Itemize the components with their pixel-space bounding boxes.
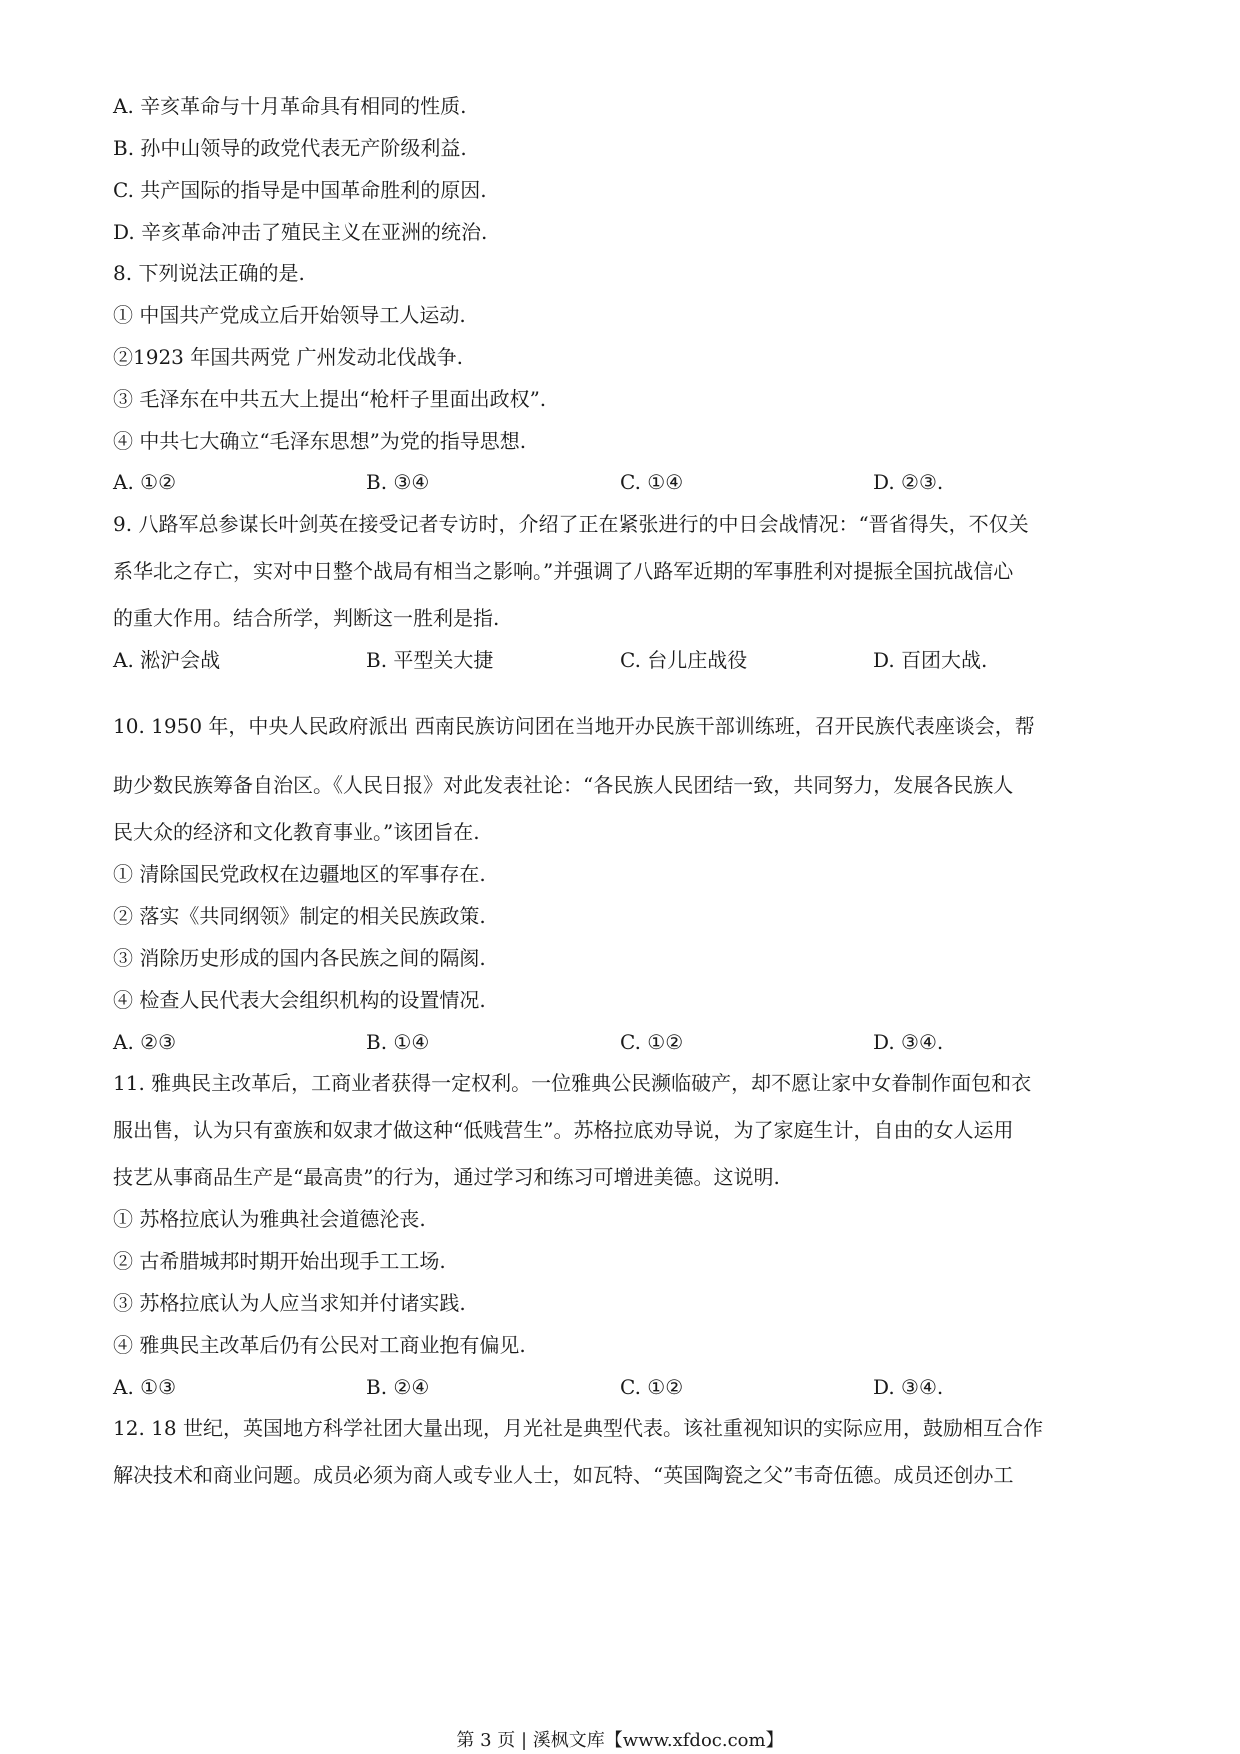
q8-item-3: ③ 毛泽东在中共五大上提出“枪杆子里面出政权”. — [113, 387, 547, 411]
page-footer: 第 3 页 | 溪枫文库【www.xfdoc.com】 — [456, 1730, 784, 1751]
q7-option-c: C. 共产国际的指导是中国革命胜利的原因. — [113, 178, 487, 202]
q8-stem: 8. 下列说法正确的是. — [113, 261, 305, 285]
q9-stem-line-1: 9. 八路军总参谋长叶剑英在接受记者专访时，介绍了正在紧张进行的中日会战情况：“晋省得失，不仅关 — [113, 512, 1029, 536]
q11-item-1: ① 苏格拉底认为雅典社会道德沦丧. — [113, 1207, 426, 1231]
q10-item-1: ① 清除国民党政权在边疆地区的军事存在. — [113, 862, 486, 886]
q10-stem-line-1: 10. 1950 年，中央人民政府派出 西南民族访问团在当地开办民族干部训练班，召开民族代表座谈会，帮 — [113, 714, 1035, 738]
q8-item-4: ④ 中共七大确立“毛泽东思想”为党的指导思想. — [113, 429, 527, 453]
q7-option-d: D. 辛亥革命冲击了殖民主义在亚洲的统治. — [113, 220, 488, 244]
q9-choice-b: B. 平型关大捷 — [366, 648, 494, 672]
q10-choice-a: A. ②③ — [113, 1030, 177, 1054]
q11-choice-a: A. ①③ — [113, 1375, 177, 1399]
q10-choice-d: D. ③④. — [873, 1030, 944, 1054]
q8-choice-d: D. ②③. — [873, 470, 944, 494]
q11-stem-line-1: 11. 雅典民主改革后，工商业者获得一定权利。一位雅典公民濒临破产，却不愿让家中女眷制作面包和衣 — [113, 1071, 1032, 1095]
q11-choice-b: B. ②④ — [366, 1375, 430, 1399]
q10-item-3: ③ 消除历史形成的国内各民族之间的隔阂. — [113, 946, 486, 970]
q8-item-2: ②1923 年国共两党 广州发动北伐战争. — [113, 345, 463, 369]
q7-option-a: A. 辛亥革命与十月革命具有相同的性质. — [113, 94, 467, 118]
q7-option-b: B. 孙中山领导的政党代表无产阶级利益. — [113, 136, 467, 160]
q11-choice-c: C. ①② — [620, 1375, 684, 1399]
q9-stem-line-2: 系华北之存亡，实对中日整个战局有相当之影响。”并强调了八路军近期的军事胜利对提振全国抗战信心 — [113, 559, 1014, 583]
q11-stem-line-2: 服出售，认为只有蛮族和奴隶才做这种“低贱营生”。苏格拉底劝导说，为了家庭生计，自由的女人运用 — [113, 1118, 1014, 1142]
q9-choice-c: C. 台儿庄战役 — [620, 648, 748, 672]
q8-choice-b: B. ③④ — [366, 470, 430, 494]
q8-choice-a: A. ①② — [113, 470, 177, 494]
q11-item-4: ④ 雅典民主改革后仍有公民对工商业抱有偏见. — [113, 1333, 526, 1357]
q8-choice-c: C. ①④ — [620, 470, 684, 494]
q12-stem-line-2: 解决技术和商业问题。成员必须为商人或专业人士，如瓦特、“英国陶瓷之父”韦奇伍德。成员还创办工 — [113, 1463, 1014, 1487]
q11-stem-line-3: 技艺从事商品生产是“最高贵”的行为，通过学习和练习可增进美德。这说明. — [113, 1165, 780, 1189]
q9-choice-a: A. 淞沪会战 — [113, 648, 221, 672]
q10-choice-c: C. ①② — [620, 1030, 684, 1054]
q11-choice-d: D. ③④. — [873, 1375, 944, 1399]
q11-item-3: ③ 苏格拉底认为人应当求知并付诸实践. — [113, 1291, 466, 1315]
q10-item-4: ④ 检查人民代表大会组织机构的设置情况. — [113, 988, 486, 1012]
q10-choice-b: B. ①④ — [366, 1030, 430, 1054]
q9-choice-d: D. 百团大战. — [873, 648, 988, 672]
q11-item-2: ② 古希腊城邦时期开始出现手工工场. — [113, 1249, 446, 1273]
q10-stem-line-2: 助少数民族筹备自治区。《人民日报》对此发表社论：“各民族人民团结一致，共同努力，发展各民族人 — [113, 773, 1014, 797]
q10-item-2: ② 落实《共同纲领》制定的相关民族政策. — [113, 904, 486, 928]
q12-stem-line-1: 12. 18 世纪，英国地方科学社团大量出现，月光社是典型代表。该社重视知识的实际应用，鼓励相互合作 — [113, 1416, 1043, 1440]
q9-stem-line-3: 的重大作用。结合所学，判断这一胜利是指. — [113, 606, 500, 630]
q8-item-1: ① 中国共产党成立后开始领导工人运动. — [113, 303, 466, 327]
q10-stem-line-3: 民大众的经济和文化教育事业。”该团旨在. — [113, 820, 480, 844]
